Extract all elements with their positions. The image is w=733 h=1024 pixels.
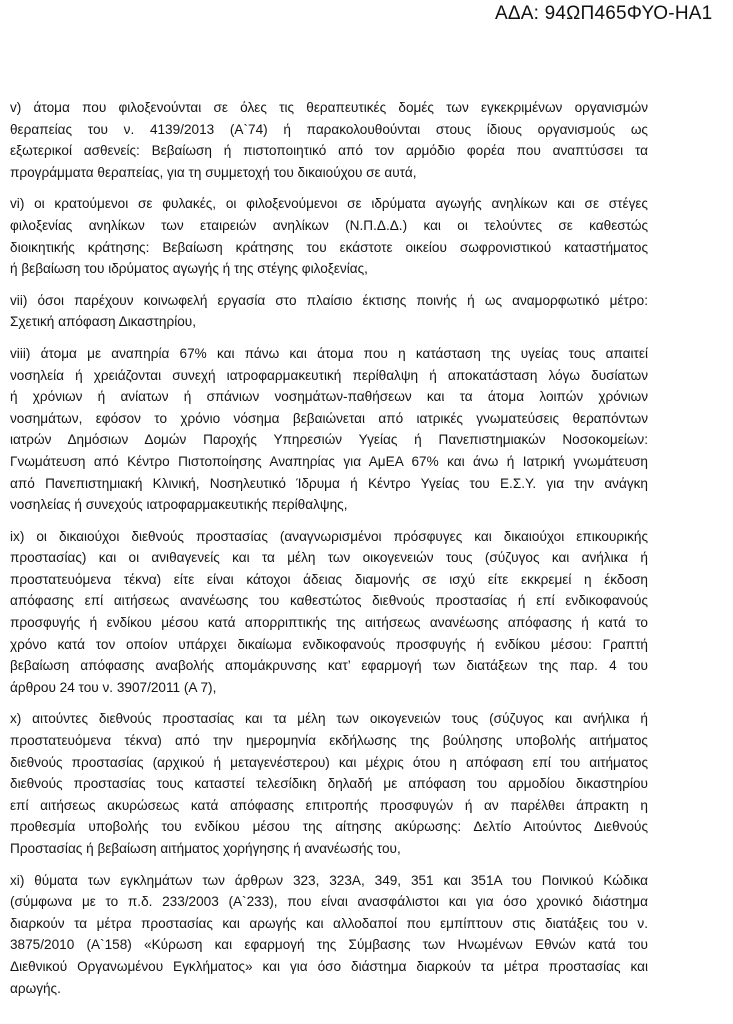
text-line: προστατευόμενα τέκνα) από την ημερομηνία εκδήλωσης της βούλησης υποβολής αιτήματος [10,733,648,749]
text-line: διεθνούς προστασίας τους καταστεί τελεσίδικη δηλαδή με απόφαση του αρμοδίου δικαστηρίου [10,776,648,792]
text-line: ιατρών Δημόσιων Δομών Παροχής Υπηρεσιών Υγείας ή Πανεπιστημιακών Νοσοκομείων: [10,432,648,448]
text-line: από Πανεπιστημιακή Κλινική, Νοσηλευτικό Ίδρυμα ή Κέντρο Υγείας του Ε.Σ.Υ. για την ανάγκη [10,475,648,491]
text-line: ή βεβαίωση του ιδρύματος αγωγής ή της στέγης φιλοξενίας, [10,261,368,277]
text-line: Προστασίας ή βεβαίωση αιτήματος χορήγησης ή ανανέωσής του, [10,841,401,856]
paragraph-vii [10,290,648,333]
paragraph-v [10,97,648,183]
text-line: ix) οι δικαιούχοι διεθνούς προστασίας (αναγνωρισμένοι πρόσφυγες και δικαιούχοι επικουρικής [10,528,648,544]
text-line: νοσηλεία ή χρειάζονται συνεχή ιατροφαρμακευτική περίθαλψη ή αποκατάσταση λόγω δυσίατων [10,367,648,383]
text-line: 3875/2010 (Α`158) «Κύρωση και εφαρμογή της Σύμβασης των Ηνωμένων Εθνών κατά του [10,937,648,953]
text-line: v) άτομα που φιλοξενούνται σε όλες τις θεραπευτικές δομές των εγκεκριμένων οργανισμών [10,100,648,115]
paragraph-xi [10,870,648,1000]
text-line: διοικητικής κράτησης: Βεβαίωση κράτησης του εκάστοτε οικείου σωφρονιστικού καταστήματος [10,239,648,255]
text-line: απόφασης επί αιτήσεως ανανέωσης του καθεστώτος διεθνούς προστασίας ή επί ενδικοφανούς [10,593,648,609]
document-body [10,97,648,1009]
text-line: αρωγής. [10,980,61,996]
text-line: επί αιτήσεως ακυρώσεως κατά απόφασης επιτροπής προσφυγών ή αν παρέλθει άπρακτη η [10,797,648,813]
text-line: viii) άτομα με αναπηρία 67% και πάνω και άτομα που η κατάσταση της υγείας τους απαιτεί [10,345,648,361]
text-line: xi) θύματα των εγκλημάτων των άρθρων 323, 323Α, 349, 351 και 351Α του Ποινικού Κώδικα [10,872,648,888]
text-line: νοσηλείας ή συνεχούς ιατροφαρμακευτικής περίθαλψης, [10,497,348,513]
text-line: ή χρόνιων ή ανίατων ή σπάνιων νοσημάτων-παθήσεων και τα άτομα λοιπών χρόνιων [10,389,648,405]
text-line: νοσημάτων, εφόσον το χρόνιο νόσημα βεβαιώνεται από ιατρικές γνωματεύσεις θεραπόντων [10,410,648,426]
text-line: προθεσμία υποβολής του ενδίκου μέσου της αίτησης ακύρωσης: Δελτίο Αιτούντος Διεθνούς [10,819,648,835]
paragraph-vi [10,193,648,279]
text-line: προστασίας) και οι ανιθαγενείς και τα μέλη των οικογενειών τους (σύζυγος και ανήλικα ή [10,550,648,566]
text-line: Σχετική απόφαση Δικαστηρίου, [10,314,197,330]
text-line: προγράμματα θεραπείας, για τη συμμετοχή του δικαιούχου σε αυτά, [10,164,417,180]
text-line: x) αιτούντες διεθνούς προστασίας και τα μέλη των οικογενειών τους (σύζυγος και ανήλικα ή [10,711,648,727]
text-line: θεραπείας του ν. 4139/2013 (Α`74) ή παρακολουθούνται στους ίδιους οργανισμούς ως [10,121,648,137]
text-line: χρόνο κατά τον οποίον υπάρχει δικαίωμα ενδικοφανούς προσφυγής ή ενδίκου μέσου: Γραπτή [10,636,648,652]
text-line: Διεθνικού Οργανωμένου Εγκλήματος» και για όσο διάστημα διαρκούν τα μέτρα προστασίας και [10,958,648,974]
text-line: (σύμφωνα με το π.δ. 233/2003 (Α`233), που είναι ανασφάλιστοι και για όσο χρονικό διάστημα [10,894,648,910]
paragraph-x [10,708,648,859]
text-line: προσφυγής ή ενδίκου μέσου κατά απορριπτικής της αιτήσεως ανανέωσης απόφασης ή κατά το [10,615,648,631]
text-line: εξωτερικοί ασθενείς: Βεβαίωση ή πιστοποιητικό από τον αρμόδιο φορέα που αναπτύσσει τα [10,143,648,159]
text-line: vi) οι κρατούμενοι σε φυλακές, οι φιλοξενούμενοι σε ιδρύματα αγωγής ανηλίκων και σε στέγες [10,196,648,212]
text-line: vii) όσοι παρέχουν κοινωφελή εργασία στο πλαίσιο έκτισης ποινής ή ως αναμορφωτικό μέτρο: [10,292,648,308]
document-id-header: ΑΔΑ: 94ΩΠ465ΦΥΟ-ΗΑ1 [495,3,713,24]
text-line: Γνωμάτευση από Κέντρο Πιστοποίησης Αναπηρίας για ΑμΕΑ 67% και άνω ή Ιατρική γνωμάτευση [10,453,648,469]
paragraph-ix [10,526,648,699]
text-line: φιλοξενίας ανηλίκων των εταιρειών ανηλίκων (Ν.Π.Δ.Δ.) και οι τελούντες σε καθεστώς [10,217,648,233]
text-line: διεθνούς προστασίας (αρχικού ή μεταγενέστερου) και μέχρις ότου η απόφαση επί του αιτήματος [10,754,648,770]
paragraph-viii [10,343,648,516]
text-line: άρθρου 24 του ν. 3907/2011 (Α 7), [10,679,217,695]
text-line: βεβαίωση απόφασης αναβολής απομάκρυνσης κατ’ εφαρμογή των διατάξεων της παρ. 4 του [10,658,648,674]
text-line: διαρκούν τα μέτρα προστασίας και αρωγής και αλλοδαποί που εμπίπτουν στις διατάξεις του ν. [10,915,648,931]
text-line: προστατευόμενα τέκνα) είτε είναι κάτοχοι άδειας διαμονής σε ισχύ είτε εκκρεμεί η έκδοση [10,571,648,587]
